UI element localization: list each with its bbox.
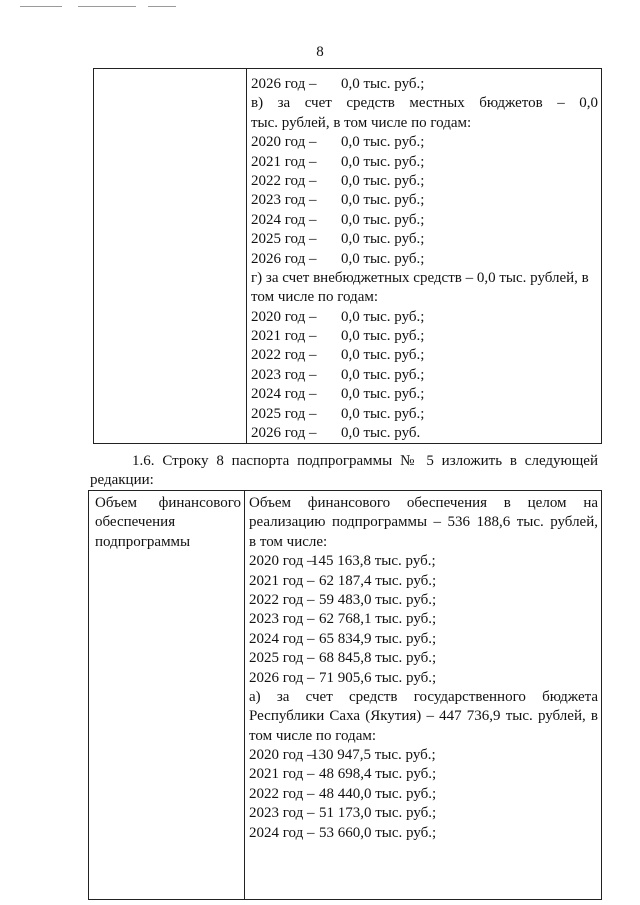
- year-row: 2023 год – 0,0 тыс. руб.;: [251, 192, 425, 209]
- label-line: обеспечения: [95, 514, 176, 531]
- year-row: 2020 год – 0,0 тыс. руб.;: [251, 308, 425, 325]
- year-row: 2023 год – 62 768,1 тыс. руб.;: [249, 611, 437, 628]
- year-row: 2022 год – 48 440,0 тыс. руб.;: [249, 785, 437, 802]
- year-row: 2026 год – 71 905,6 тыс. руб.;: [249, 669, 437, 686]
- year-row: 2024 год – 65 834,9 тыс. руб.;: [249, 630, 437, 647]
- instruction-paragraph: [90, 452, 598, 491]
- label-line: Объем финансового: [95, 495, 241, 511]
- extra-years-list: [251, 308, 598, 444]
- total-intro-3: в том числе:: [249, 533, 328, 550]
- year-row: 2026 год – 0,0 тыс. руб.: [251, 425, 421, 442]
- local-budget-intro-2: тыс. рублей, в том числе по годам:: [251, 114, 472, 131]
- state-intro-2: Республики Саха (Якутия) – 447 736,9 тыс. рублей, в: [249, 708, 598, 725]
- year-row: 2022 год – 0,0 тыс. руб.;: [251, 172, 425, 189]
- year-row: 2020 год –130 947,5 тыс. руб.;: [249, 747, 436, 764]
- year-row: 2022 год – 59 483,0 тыс. руб.;: [249, 591, 437, 608]
- state-intro-3: том числе по годам:: [249, 727, 377, 744]
- local-budget-intro: в) за счет средств местных бюджетов – 0,0: [251, 95, 598, 112]
- table-continuation: [93, 68, 602, 444]
- year-row: 2021 год – 48 698,4 тыс. руб.;: [249, 766, 437, 783]
- total-years-list: [249, 552, 598, 688]
- extra-budget-intro-2: том числе по годам:: [251, 289, 379, 306]
- year-row: 2023 год – 0,0 тыс. руб.;: [251, 366, 425, 383]
- year-row: 2024 год – 53 660,0 тыс. руб.;: [249, 824, 437, 841]
- table-financing: [88, 490, 602, 900]
- state-years-list: [249, 746, 598, 843]
- scan-artifact-line: [20, 6, 62, 7]
- year-row: 2020 год –145 163,8 тыс. руб.;: [249, 553, 436, 570]
- year-row: 2025 год – 0,0 тыс. руб.;: [251, 231, 425, 248]
- table-left-cell: [95, 494, 241, 552]
- total-intro-2: реализацию подпрограммы – 536 188,6 тыс. рублей,: [249, 514, 598, 531]
- label-line: подпрограммы: [95, 533, 191, 550]
- extra-budget-intro: г) за счет внебюджетных средств – 0,0 тыс. рублей, в: [251, 269, 589, 286]
- column-divider: [244, 491, 245, 899]
- column-divider: [246, 69, 247, 443]
- local-years-list: [251, 133, 598, 269]
- year-row: 2023 год – 51 173,0 тыс. руб.;: [249, 805, 437, 822]
- year-row: 2022 год – 0,0 тыс. руб.;: [251, 347, 425, 364]
- scan-artifact-line: [148, 6, 176, 7]
- scan-artifact-line: [78, 6, 136, 7]
- page-number: 8: [316, 44, 324, 60]
- table-right-cell: [251, 75, 598, 443]
- year-row: 2025 год – 0,0 тыс. руб.;: [251, 405, 425, 422]
- year-row: 2021 год – 0,0 тыс. руб.;: [251, 328, 425, 345]
- state-intro-1: а) за счет средств государственного бюджета: [249, 688, 598, 705]
- year-row: 2025 год – 68 845,8 тыс. руб.;: [249, 650, 437, 667]
- year-row: 2021 год – 0,0 тыс. руб.;: [251, 153, 425, 170]
- year-row: 2020 год – 0,0 тыс. руб.;: [251, 134, 425, 151]
- year-row: 2024 год – 0,0 тыс. руб.;: [251, 386, 425, 403]
- instruction-line-2: редакции:: [90, 472, 154, 489]
- instruction-line-1: 1.6. Строку 8 паспорта подпрограммы № 5 изложить в следующей: [132, 453, 598, 469]
- table-right-cell: [249, 494, 598, 843]
- total-intro-1: Объем финансового обеспечения в целом на: [249, 495, 598, 511]
- year-row: 2026 год – 0,0 тыс. руб.;: [251, 250, 425, 267]
- year-row: 2021 год – 62 187,4 тыс. руб.;: [249, 572, 437, 589]
- year-row: 2026 год – 0,0 тыс. руб.;: [251, 76, 425, 92]
- year-row: 2024 год – 0,0 тыс. руб.;: [251, 211, 425, 228]
